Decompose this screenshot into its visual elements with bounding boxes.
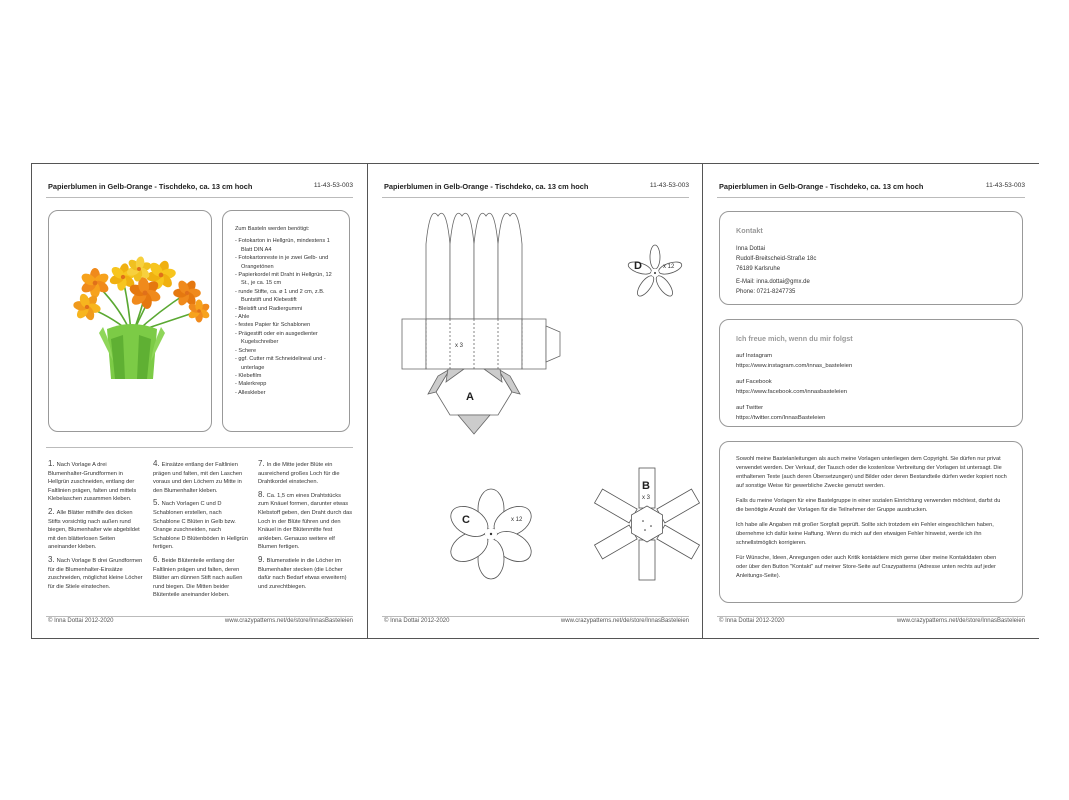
contact-email[interactable]: E-Mail: inna.dottai@gmx.de: [736, 279, 810, 285]
material-item: - Ahle: [235, 313, 339, 321]
legal-paragraph: Ich habe alle Angaben mit großer Sorgfalt geprüft. Sollte sich trotzdem ein Fehler eingeschlichen haben, übernehme ich dafür keine Haftung. Wenn du mich auf den etwaigen Fehler hinweist, werde ich ihn schnellstmöglich korrigieren.: [736, 522, 994, 546]
instruction-step: [48, 460, 143, 504]
step-number: 5.: [153, 498, 160, 508]
contact-phone: Phone: 0721-8247735: [736, 289, 796, 295]
material-item: - Prägestift oder ein ausgedienter Kugelschreiber: [235, 330, 339, 347]
legal-paragraph: Falls du meine Vorlagen für eine Bastelgruppe in einer sozialen Einrichtung verwenden möchtest, darfst du die benötigte Anzahl der Vorlagen für die Teilnehmer der Gruppe ausdrucken.: [736, 498, 1001, 513]
template-c-count: x 12: [511, 517, 523, 523]
step-number: 1.: [48, 459, 55, 468]
legal-paragraphs: [736, 455, 1008, 581]
materials-box: [222, 210, 350, 432]
footer-copyright: © Inna Dottai 2012-2020: [384, 618, 450, 624]
step-text: Nach Vorlage A drei Blumenhalter-Grundformen in Hellgrün zuschneiden, entlang der Faltlinien prägen, falten und mittels Klebelaschen zusammen kleben.: [48, 462, 137, 503]
page-title: Papierblumen in Gelb-Orange - Tischdeko, ca. 13 cm hoch: [48, 182, 253, 191]
template-b-letter: B: [642, 480, 650, 492]
header-divider: [46, 197, 353, 198]
material-item: - Papierkordel mit Draht in Hellgrün, 12 St., je ca. 15 cm: [235, 271, 339, 288]
contact-city: 76189 Karlsruhe: [736, 266, 781, 272]
step-text: Blumenstiele in die Löcher im Blumenhalter stecken (die Löcher dafür nach Bedarf etwas erweitern) und zurechtbiegen.: [258, 557, 347, 590]
flower-bouquet-illustration: [49, 211, 211, 431]
page-title: Papierblumen in Gelb-Orange - Tischdeko, ca. 13 cm hoch: [384, 182, 589, 191]
material-item: - Schere: [235, 347, 339, 355]
material-item: - Fotokartonreste in je zwei Gelb- und Orangetönen: [235, 254, 339, 271]
social-label: auf Twitter: [736, 405, 764, 411]
instruction-step: [48, 556, 143, 591]
step-number: 6.: [153, 554, 160, 564]
social-link[interactable]: https://www.facebook.com/innasbasteleien: [736, 388, 848, 395]
step-text: Nach Vorlage B drei Grundformen für die Blumenhalter-Einsätze zuschneiden, möglichst kleine Löcher für die Stiele einstechen.: [48, 557, 143, 590]
contact-street: Rudolf-Breitscheid-Straße 18c: [736, 256, 817, 262]
social-entry: [736, 378, 1006, 397]
material-item: - ggf. Cutter mit Schneidelineal und -unterlage: [235, 355, 339, 372]
step-text: In die Mitte jeder Blüte ein ausreichend großes Loch für die Drahtkordel einstechen.: [258, 462, 340, 486]
instruction-step: [258, 460, 353, 487]
material-item: - Fotokarton in Hellgrün, mindestens 1 Blatt DIN A4: [235, 237, 339, 254]
steps-column-1: [48, 460, 143, 595]
instruction-step: [258, 556, 353, 591]
step-number: 2.: [48, 506, 55, 516]
footer-copyright: © Inna Dottai 2012-2020: [719, 618, 785, 624]
footer-copyright: © Inna Dottai 2012-2020: [48, 618, 114, 624]
page-title: Papierblumen in Gelb-Orange - Tischdeko, ca. 13 cm hoch: [719, 182, 924, 191]
social-label: auf Instagram: [736, 353, 773, 359]
steps-column-3: [258, 460, 353, 595]
page-2: [367, 164, 703, 638]
legal-paragraph: Für Wünsche, Ideen, Anregungen oder auch Kritik kontaktiere mich gerne über meine Kontaktdaten oben oder über den Button "Kontakt" auf meiner Store-Seite auf Crazypatterns (Adresse unten rechts auf jeder Anleitungs-Seite).: [736, 555, 997, 579]
step-number: 7.: [258, 459, 265, 468]
step-text: Beide Blütenteile entlang der Faltlinien prägen und falten, deren Blätter am dünnen Stift nach außen rund biegen. Die Mitten beider Blütenteile aneinander kleben.: [153, 557, 243, 599]
instruction-step: [258, 491, 353, 552]
material-item: - Alleskleber: [235, 389, 339, 397]
step-number: 8.: [258, 489, 265, 499]
social-link[interactable]: https://www.instagram.com/innas_basteleien: [736, 362, 853, 369]
material-item: - Klebefilm: [235, 372, 339, 380]
section-divider: [46, 447, 353, 448]
header-divider: [717, 197, 1025, 198]
template-a-shape: [402, 213, 560, 434]
template-d-count: x 12: [663, 264, 675, 270]
step-text: Alle Blätter mithilfe des dicken Stifts vorsichtig nach außen rund biegen, Blumenhalter wie abgebildet mit den blätterlosen Seiten aneinander kleben.: [48, 509, 140, 551]
social-box: [719, 319, 1023, 427]
template-a-letter: A: [466, 391, 474, 403]
step-text: Einsätze entlang der Faltlinien prägen und falten, mit den Laschen voraus und den Löchern zu Mitte in den Blumenhalter kleben.: [153, 462, 243, 494]
template-a-count: x 3: [455, 343, 464, 349]
material-item: - festes Papier für Schablonen: [235, 321, 339, 329]
material-item: - runde Stifte, ca. ø 1 und 2 cm, z.B. Buntstift und Klebestift: [235, 288, 339, 305]
template-d-letter: D: [634, 260, 642, 272]
social-links-list: [736, 352, 1006, 423]
step-text: Ca. 1,5 cm eines Drahtstücks zum Knäuel formen, darunter etwas Klebstoff geben, den Draht durch das Loch in der Blüte führen und den Knäuel in der Blütenmitte fest ankleben. Genauso weitere elf Blumen fertigen.: [258, 492, 353, 551]
document-sheet: [31, 163, 1039, 639]
template-b-count: x 3: [642, 495, 651, 501]
social-entry: [736, 352, 1006, 371]
templates-canvas: [368, 164, 703, 638]
page-3: [702, 164, 1039, 638]
page-1: [32, 164, 367, 638]
steps-column-2: [153, 460, 248, 604]
footer-url: www.crazypatterns.net/de/store/InnasBasteleien: [224, 618, 353, 624]
contact-name: Inna Dottai: [736, 246, 766, 252]
step-number: 9.: [258, 554, 265, 564]
template-c-letter: C: [462, 514, 470, 526]
footer-url: www.crazypatterns.net/de/store/InnasBasteleien: [560, 618, 689, 624]
footer-divider: [382, 616, 689, 617]
step-number: 3.: [48, 554, 55, 564]
instruction-step: [153, 460, 248, 495]
instruction-step: [153, 499, 248, 552]
product-photo-box: [48, 210, 212, 432]
footer-divider: [46, 616, 353, 617]
social-link[interactable]: https://twitter.com/InnasBasteleien: [736, 414, 826, 421]
template-c-shape: [446, 489, 537, 579]
materials-list: [235, 237, 339, 397]
article-code: 11-43-53-003: [649, 182, 689, 189]
social-label: auf Facebook: [736, 379, 772, 385]
material-item: - Malerkrepp: [235, 380, 339, 388]
article-code: 11-43-53-003: [313, 182, 353, 189]
contact-box: [719, 211, 1023, 305]
instruction-step: [48, 508, 143, 552]
social-entry: [736, 404, 1006, 423]
legal-paragraph: Sowohl meine Bastelanleitungen als auch meine Vorlagen unterliegen dem Copyright. Sie dürfen nur privat verwendet werden. Der Verkauf, der Tausch oder die kostenlose Verbreitung der Vorlagen ist untersagt. Die enthaltenen Texte (auch deren Übersetzungen) und Bilder oder deren Bestandteile dürfen weder kopiert noch auf sonstige Weise für gewerbliche Zwecke genutzt werden.: [736, 456, 1007, 489]
footer-url: www.crazypatterns.net/de/store/InnasBasteleien: [896, 618, 1025, 624]
step-number: 4.: [153, 459, 160, 468]
step-text: Nach Vorlagen C und D Schablonen erstellen, nach Schablone C Blüten in Gelb bzw. Orange zuschneiden, nach Schablone D Blütenböden in Hellgrün fertigen.: [153, 501, 248, 551]
social-title: Ich freue mich, wenn du mir folgst: [736, 334, 853, 343]
footer-divider: [717, 616, 1025, 617]
material-item: - Bleistift und Radiergummi: [235, 305, 339, 313]
instruction-step: [153, 556, 248, 600]
legal-notice-box: [719, 441, 1023, 603]
contact-title: Kontakt: [736, 226, 763, 235]
article-code: 11-43-53-003: [985, 182, 1025, 189]
materials-intro: Zum Basteln werden benötigt:: [235, 226, 310, 232]
